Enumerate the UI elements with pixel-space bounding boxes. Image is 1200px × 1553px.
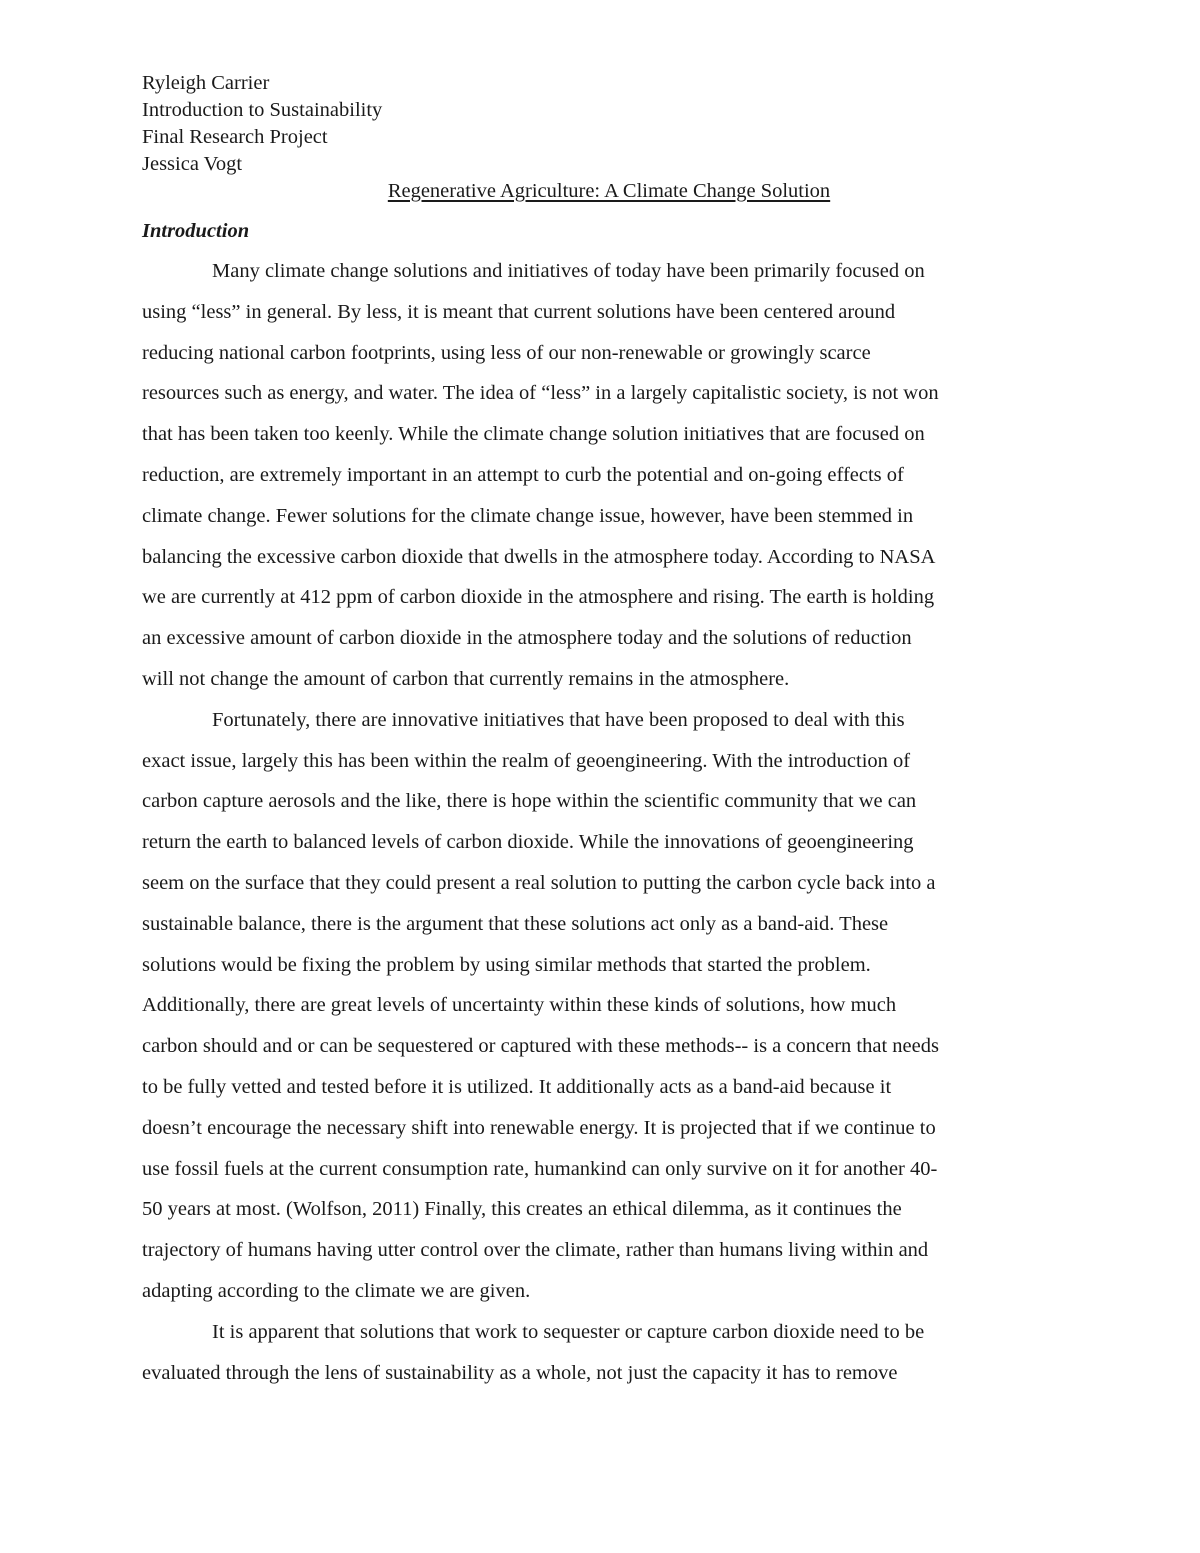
document-title: Regenerative Agriculture: A Climate Change Solution bbox=[387, 180, 831, 202]
paragraph-line: reducing national carbon footprints, using less of our non-renewable or growingly scarce bbox=[142, 341, 871, 364]
paragraph-line: carbon capture aerosols and the like, there is hope within the scientific community that we can bbox=[142, 790, 917, 813]
document-header bbox=[142, 70, 1062, 178]
course-name: Introduction to Sustainability bbox=[142, 99, 383, 121]
paragraph-line: use fossil fuels at the current consumption rate, humankind can only survive on it for another 40- bbox=[142, 1157, 938, 1180]
paragraph-line: using “less” in general. By less, it is meant that current solutions have been centered around bbox=[142, 300, 896, 323]
paragraph-3 bbox=[142, 1312, 1062, 1394]
paragraph-line: It is apparent that solutions that work to sequester or capture carbon dioxide need to be bbox=[212, 1320, 925, 1343]
paragraph-line: carbon should and or can be sequestered or captured with these methods-- is a concern that needs bbox=[142, 1035, 939, 1058]
paragraph-line: an excessive amount of carbon dioxide in the atmosphere today and the solutions of reduction bbox=[142, 627, 912, 650]
paragraph-line: sustainable balance, there is the argument that these solutions act only as a band-aid. These bbox=[142, 912, 889, 935]
paragraph-2 bbox=[142, 700, 1062, 1312]
paragraph-line: trajectory of humans having utter control over the climate, rather than humans living within and bbox=[142, 1239, 929, 1262]
paragraph-line: reduction, are extremely important in an attempt to curb the potential and on-going effects of bbox=[142, 463, 904, 486]
paragraph-line: we are currently at 412 ppm of carbon dioxide in the atmosphere and rising. The earth is holding bbox=[142, 586, 935, 609]
author-name: Ryleigh Carrier bbox=[142, 72, 270, 94]
paragraph-line: that has been taken too keenly. While the climate change solution initiatives that are focused on bbox=[142, 423, 925, 446]
paragraph-line: seem on the surface that they could present a real solution to putting the carbon cycle back into a bbox=[142, 871, 936, 894]
paragraph-line: return the earth to balanced levels of carbon dioxide. While the innovations of geoengineering bbox=[142, 831, 914, 854]
document-body bbox=[142, 251, 1062, 1393]
paragraph-line: doesn’t encourage the necessary shift into renewable energy. It is projected that if we continue to bbox=[142, 1116, 936, 1139]
assignment-name: Final Research Project bbox=[142, 126, 328, 148]
paragraph-line: 50 years at most. (Wolfson, 2011) Finally, this creates an ethical dilemma, as it continues the bbox=[142, 1198, 902, 1221]
paragraph-line: Additionally, there are great levels of uncertainty within these kinds of solutions, how much bbox=[142, 994, 897, 1017]
paragraph-line: Fortunately, there are innovative initiatives that have been proposed to deal with this bbox=[212, 708, 905, 731]
paragraph-line: solutions would be fixing the problem by using similar methods that started the problem. bbox=[142, 953, 871, 976]
paragraph-line: adapting according to the climate we are given. bbox=[142, 1279, 531, 1302]
paragraph-line: will not change the amount of carbon that currently remains in the atmosphere. bbox=[142, 667, 790, 690]
instructor-name: Jessica Vogt bbox=[142, 153, 243, 175]
paragraph-line: climate change. Fewer solutions for the climate change issue, however, have been stemmed in bbox=[142, 504, 914, 527]
paragraph-line: exact issue, largely this has been within the realm of geoengineering. With the introduction of bbox=[142, 749, 911, 772]
paragraph-line: balancing the excessive carbon dioxide that dwells in the atmosphere today. According to NASA bbox=[142, 545, 936, 568]
paragraph-1 bbox=[142, 251, 1062, 700]
paragraph-line: Many climate change solutions and initiatives of today have been primarily focused on bbox=[212, 260, 925, 282]
paragraph-line: to be fully vetted and tested before it is utilized. It additionally acts as a band-aid because it bbox=[142, 1075, 892, 1098]
paragraph-line: resources such as energy, and water. The idea of “less” in a largely capitalistic society, is not won bbox=[142, 382, 939, 405]
section-heading: Introduction bbox=[142, 220, 250, 242]
paragraph-line: evaluated through the lens of sustainability as a whole, not just the capacity it has to remove bbox=[142, 1361, 898, 1384]
document-page bbox=[142, 70, 1062, 1393]
